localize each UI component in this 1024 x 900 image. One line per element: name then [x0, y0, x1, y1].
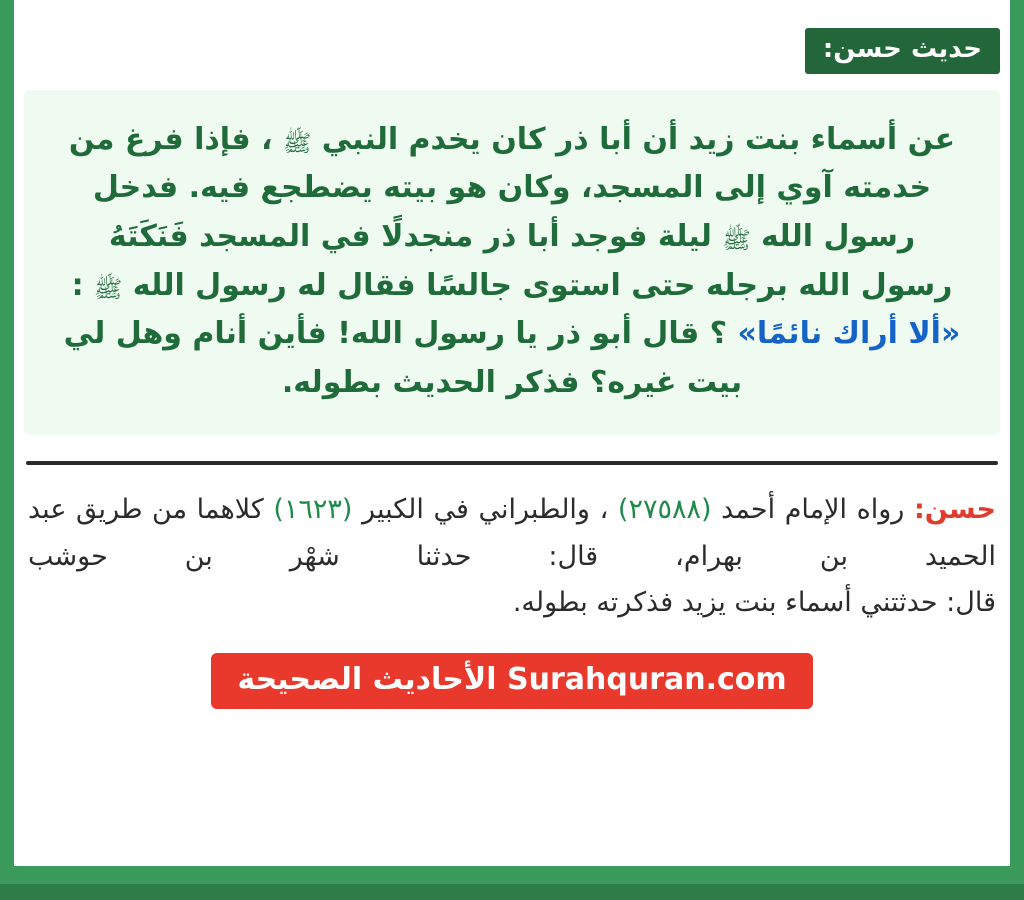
takhrij-chain-2: قال: حدثتني أسماء بنت يزيد فذكرته بطوله.	[512, 587, 996, 619]
hadith-colon: :	[71, 267, 84, 303]
hadith-quote: «ألا أراك نائمًا»	[737, 316, 961, 352]
frame-border-right	[1010, 0, 1024, 900]
frame-border-bottom	[0, 866, 1024, 900]
hadith-card	[14, 0, 1010, 866]
takhrij-source-1: رواه الإمام أحمد	[721, 494, 905, 526]
footer-row	[14, 653, 1010, 709]
takhrij-grade-label: حسن:	[913, 494, 996, 526]
hadith-part-5: ؟ قال أبو ذر يا رسول الله! فأين أنام وهل لي بيت غيره؟ فذكر الحديث بطوله.	[63, 316, 743, 400]
hadith-part-1: عن أسماء بنت زيد أن أبا ذر كان يخدم النبي	[321, 121, 956, 157]
site-name: Surahquran.com	[507, 661, 787, 697]
takhrij-chain-1: كلاهما من طريق عبد الحميد بن بهرام، قال: حدثنا شهْر بن حوشب	[28, 494, 996, 572]
hadith-part-2: ، فإذا فرغ من خدمته آوي إلى المسجد، وكان هو بيته يضطجع فيه. فدخل رسول الله	[68, 121, 932, 255]
frame-border-bottom-inner	[0, 884, 1024, 900]
status-badge: حديث حسن:	[805, 28, 1000, 74]
site-footer-ribbon[interactable]	[211, 653, 812, 709]
salla-allahu-alayhi-wasallam-icon: ﷺ	[722, 226, 751, 255]
hadith-part-3: ليلة فوجد أبا ذر منجدلًا في المسجد فَنَكَتَهُ رسول الله برجله حتى استوى جالسًا فقال له رسول الله	[108, 219, 953, 303]
frame-border-left	[0, 0, 14, 900]
takhrij-hadith-number-2: (١٦٢٣)	[273, 494, 353, 526]
footer-label: الأحاديث الصحيحة	[237, 661, 497, 697]
grade-badge-row	[14, 0, 1010, 74]
salla-allahu-alayhi-wasallam-icon: ﷺ	[94, 274, 123, 303]
takhrij-hadith-number-1: (٢٧٥٨٨)	[617, 494, 712, 526]
hadith-body	[58, 116, 966, 408]
takhrij-source-2: ، والطبراني في الكبير	[362, 494, 609, 526]
takhrij-paragraph	[28, 487, 996, 626]
section-divider	[26, 461, 998, 465]
salla-allahu-alayhi-wasallam-icon: ﷺ	[283, 128, 312, 157]
hadith-text-box	[24, 90, 1000, 436]
